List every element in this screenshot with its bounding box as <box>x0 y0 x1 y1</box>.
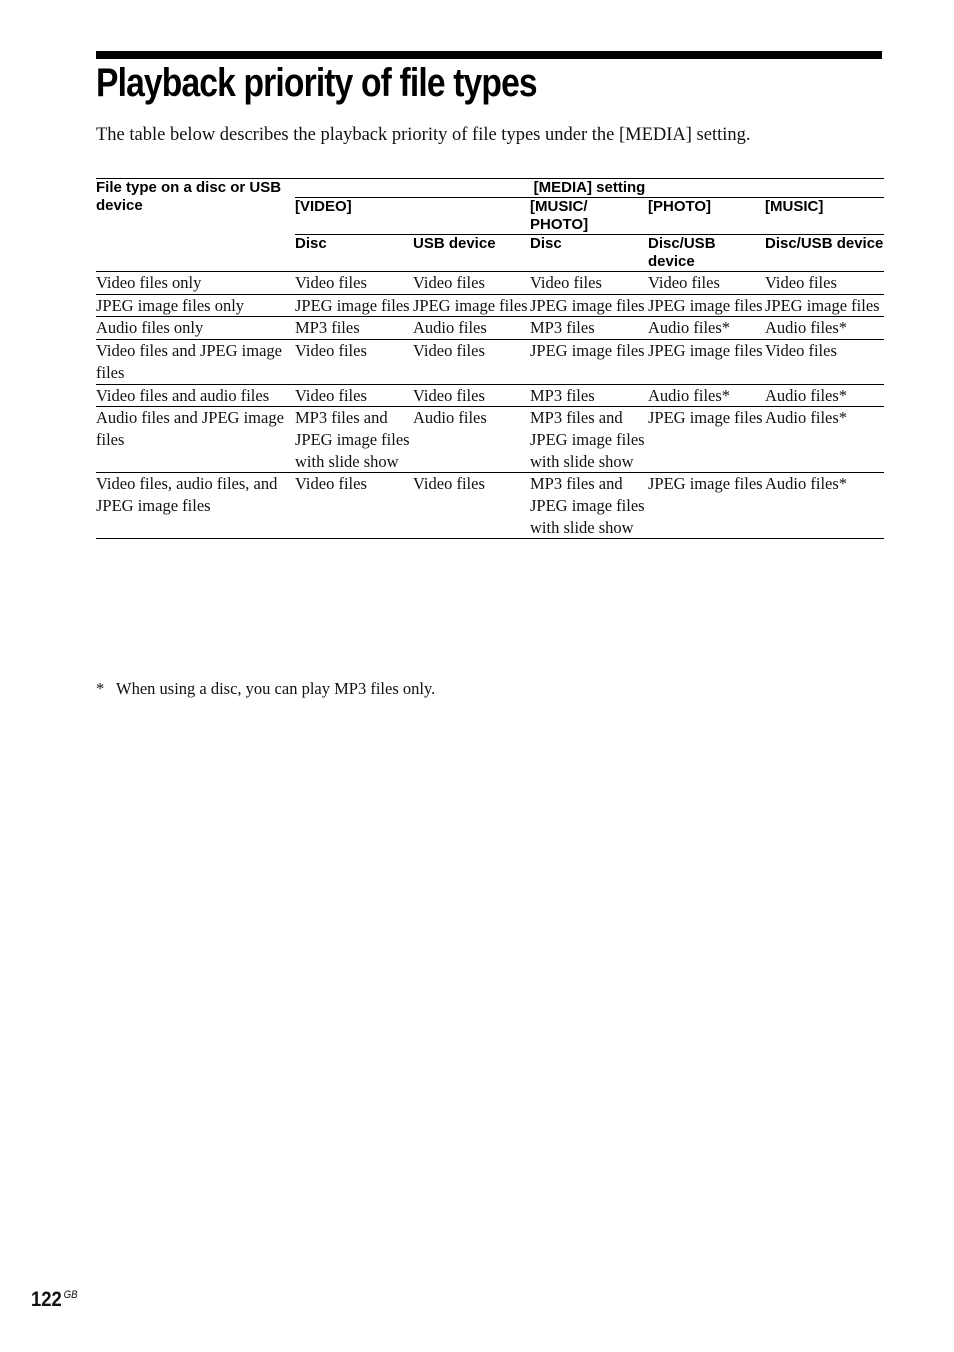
header-mode-music-photo: [MUSIC/ PHOTO] <box>530 198 648 235</box>
header-source-disc-usb: Disc/USB device <box>648 235 765 272</box>
table-cell: Video files <box>413 340 530 384</box>
table-cell: Video files <box>295 384 413 407</box>
header-mode-video: [VIDEO] <box>295 198 530 235</box>
row-label: Video files only <box>96 272 295 295</box>
table-cell: Audio files <box>413 317 530 340</box>
table-cell: Video files <box>530 272 648 295</box>
row-label: Video files and audio files <box>96 384 295 407</box>
table-cell: MP3 files and JPEG image files with slide show <box>530 407 648 473</box>
row-label: Video files, audio files, and JPEG image files <box>96 473 295 539</box>
title-rule <box>96 51 882 59</box>
table-cell: Video files <box>765 340 884 384</box>
footnote-mark: * <box>96 679 105 698</box>
table-cell: Audio files* <box>765 384 884 407</box>
page-number-value: 122 <box>31 1288 62 1311</box>
table-cell: Audio files <box>413 407 530 473</box>
table-cell: MP3 files <box>530 384 648 407</box>
table-cell: JPEG image files <box>295 294 413 317</box>
row-label: Audio files and JPEG image files <box>96 407 295 473</box>
footnote-text: When using a disc, you can play MP3 files only. <box>116 679 436 698</box>
table-cell: JPEG image files <box>648 294 765 317</box>
table-cell: JPEG image files <box>648 473 765 539</box>
table-row <box>96 272 884 295</box>
playback-priority-table <box>96 178 884 539</box>
table-cell: Audio files* <box>765 473 884 539</box>
header-mode-photo: [PHOTO] <box>648 198 765 235</box>
table-cell: Video files <box>765 272 884 295</box>
header-media-setting: [MEDIA] setting <box>295 179 884 198</box>
table-cell: Video files <box>413 473 530 539</box>
table-cell: MP3 files <box>530 317 648 340</box>
table-cell: JPEG image files <box>413 294 530 317</box>
table-cell: JPEG image files <box>648 407 765 473</box>
table-cell: Audio files* <box>765 407 884 473</box>
table-cell: Video files <box>648 272 765 295</box>
row-label: JPEG image files only <box>96 294 295 317</box>
header-source-disc: Disc <box>295 235 413 272</box>
table-cell: Audio files* <box>648 384 765 407</box>
table-row <box>96 317 884 340</box>
table-cell: Audio files* <box>648 317 765 340</box>
table-cell: MP3 files <box>295 317 413 340</box>
row-label: Audio files only <box>96 317 295 340</box>
table-cell: Video files <box>295 473 413 539</box>
table-row <box>96 473 884 539</box>
table-row <box>96 384 884 407</box>
table-cell: JPEG image files <box>530 294 648 317</box>
table-cell: Video files <box>295 272 413 295</box>
table-cell: JPEG image files <box>648 340 765 384</box>
table-cell: MP3 files and JPEG image files with slide show <box>530 473 648 539</box>
table-row <box>96 340 884 384</box>
header-mode-music: [MUSIC] <box>765 198 884 235</box>
row-label: Video files and JPEG image files <box>96 340 295 384</box>
table-cell: Video files <box>295 340 413 384</box>
page-title: Playback priority of file types <box>96 61 537 105</box>
page-number-suffix: GB <box>63 1289 78 1301</box>
header-source-usb: USB device <box>413 235 530 272</box>
table-cell: Audio files* <box>765 317 884 340</box>
table-cell: MP3 files and JPEG image files with slide show <box>295 407 413 473</box>
table-cell: Video files <box>413 272 530 295</box>
intro-text: The table below describes the playback priority of file types under the [MEDIA] setting. <box>96 125 751 145</box>
header-source-disc-usb: Disc/USB device <box>765 235 884 272</box>
table-cell: Video files <box>413 384 530 407</box>
header-source-disc: Disc <box>530 235 648 272</box>
footnote <box>96 678 435 700</box>
page-number <box>31 1282 78 1313</box>
table-cell: JPEG image files <box>765 294 884 317</box>
table-row <box>96 407 884 473</box>
header-row-label: File type on a disc or USB device <box>96 179 295 272</box>
table-row <box>96 294 884 317</box>
table-cell: JPEG image files <box>530 340 648 384</box>
